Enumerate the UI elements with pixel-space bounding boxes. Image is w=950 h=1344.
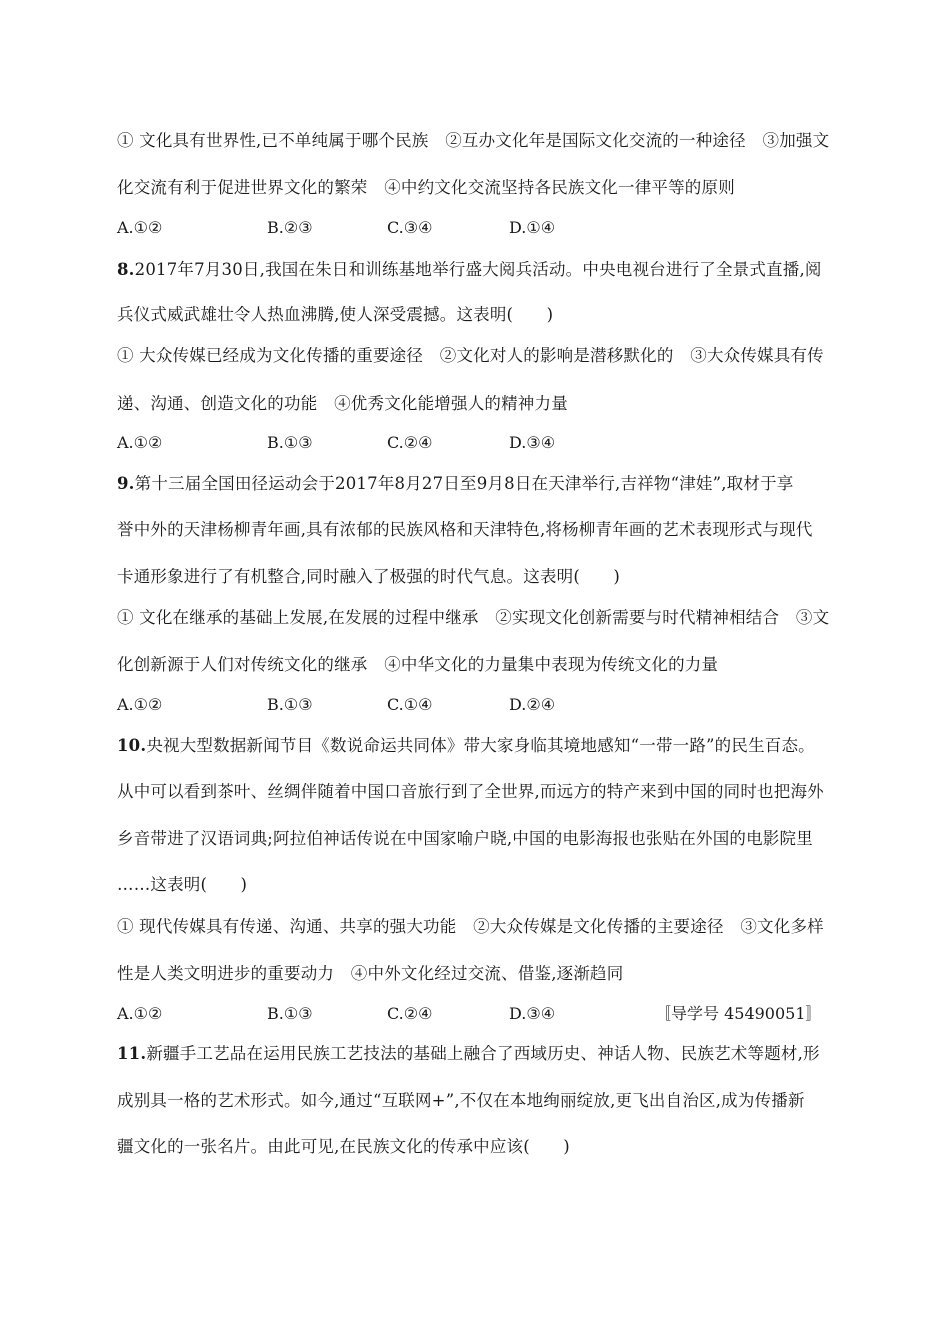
q7-option-c: C.③④	[387, 218, 433, 237]
q10-stem-line-2: 从中可以看到茶叶、丝绸伴随着中国口音旅行到了全世界,而远方的特产来到中国的同时也把海外	[117, 782, 824, 801]
q10-stem-line-3: 乡音带进了汉语词典;阿拉伯神话传说在中国家喻户晓,中国的电影海报也张贴在外国的电影院里	[117, 829, 813, 848]
q9-number: 9.	[117, 474, 135, 493]
q8-stem-line-1	[117, 259, 822, 281]
q8-number: 8.	[117, 260, 135, 279]
q11-stem-line-3: 疆文化的一张名片。由此可见,在民族文化的传承中应该( )	[117, 1137, 570, 1156]
q11-stem-text-1: 新疆手工艺品在运用民族工艺技法的基础上融合了西域历史、神话人物、民族艺术等题材,形	[146, 1044, 820, 1063]
q8-stem-line-2: 兵仪式威武雄壮令人热血沸腾,使人深受震撼。这表明( )	[117, 305, 554, 324]
q10-option-d: D.③④	[509, 1004, 556, 1023]
q9-stem-text-1: 第十三届全国田径运动会于2017年8月27日至9月8日在天津举行,吉祥物“津娃”,取材于享	[134, 474, 794, 493]
q9-stem-line-3: 卡通形象进行了有机整合,同时融入了极强的时代气息。这表明( )	[117, 567, 621, 586]
q9-items-line-2: 化创新源于人们对传统文化的继承 ④中华文化的力量集中表现为传统文化的力量	[117, 655, 719, 674]
q9-stem-line-2: 誉中外的天津杨柳青年画,具有浓郁的民族风格和天津特色,将杨柳青年画的艺术表现形式与现代	[117, 520, 813, 539]
q10-option-a: A.①②	[117, 1004, 163, 1023]
q10-number: 10.	[117, 736, 147, 755]
q7-items-line-2: 化交流有利于促进世界文化的繁荣 ④中约文化交流坚持各民族文化一律平等的原则	[117, 178, 735, 197]
q10-option-b: B.①③	[267, 1004, 313, 1023]
q8-items-line-1: ① 大众传媒已经成为文化传播的重要途径 ②文化对人的影响是潜移默化的 ③大众传媒具有传	[117, 346, 824, 365]
q8-option-d: D.③④	[509, 433, 556, 452]
q9-option-b: B.①③	[267, 695, 313, 714]
q8-option-c: C.②④	[387, 433, 433, 452]
q10-stem-line-1	[117, 735, 815, 757]
q10-items-line-2: 性是人类文明进步的重要动力 ④中外文化经过交流、借鉴,逐渐趋同	[117, 964, 624, 983]
q9-option-d: D.②④	[509, 695, 556, 714]
q11-number: 11.	[117, 1044, 147, 1063]
q11-stem-line-2: 成别具一格的艺术形式。如今,通过“互联网+”,不仅在本地绚丽绽放,更飞出自治区,成为传播新	[117, 1091, 805, 1110]
q10-stem-text-1: 央视大型数据新闻节目《数说命运共同体》带大家身临其境地感知“一带一路”的民生百态。	[146, 736, 815, 755]
q9-option-a: A.①②	[117, 695, 163, 714]
q7-items-line-1: ① 文化具有世界性,已不单纯属于哪个民族 ②互办文化年是国际文化交流的一种途径 ③加强文	[117, 131, 830, 150]
q8-option-a: A.①②	[117, 433, 163, 452]
q7-option-d: D.①④	[509, 218, 556, 237]
q10-option-c: C.②④	[387, 1004, 433, 1023]
q9-option-c: C.①④	[387, 695, 433, 714]
q8-stem-text-1: 2017年7月30日,我国在朱日和训练基地举行盛大阅兵活动。中央电视台进行了全景式直播,阅	[134, 260, 822, 279]
q10-stem-line-4: ……这表明( )	[117, 875, 248, 894]
q9-stem-line-1	[117, 473, 793, 495]
q8-items-line-2: 递、沟通、创造文化的功能 ④优秀文化能增强人的精神力量	[117, 394, 568, 413]
q10-items-line-1: ① 现代传媒具有传递、沟通、共享的强大功能 ②大众传媒是文化传播的主要途径 ③文化多样	[117, 917, 824, 936]
q8-option-b: B.①③	[267, 433, 313, 452]
q9-items-line-1: ① 文化在继承的基础上发展,在发展的过程中继承 ②实现文化创新需要与时代精神相结合 ③文	[117, 608, 830, 627]
q11-stem-line-1	[117, 1043, 820, 1065]
q7-option-a: A.①②	[117, 218, 163, 237]
q7-option-b: B.②③	[267, 218, 313, 237]
q10-guide-number: 〚导学号 45490051〛	[655, 1004, 822, 1023]
